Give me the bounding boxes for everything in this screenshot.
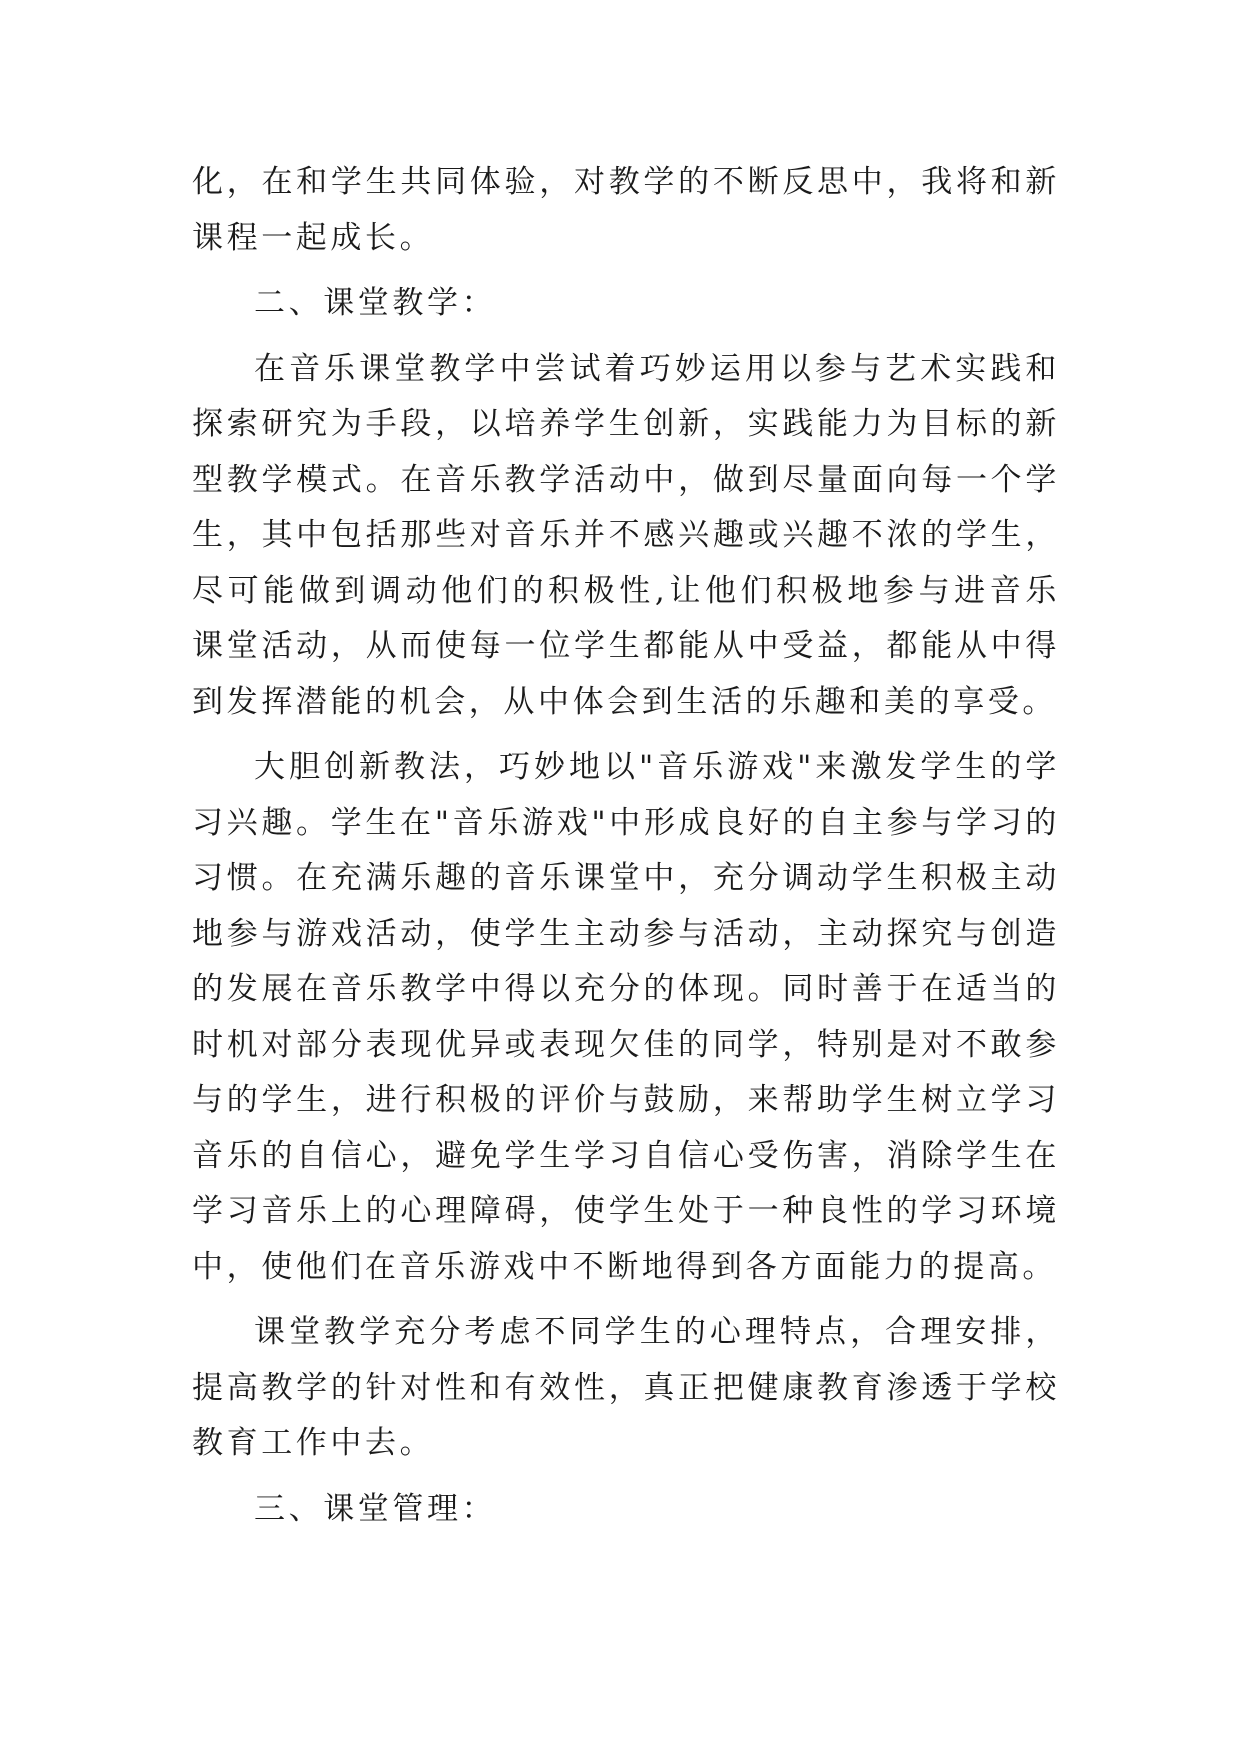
section-heading-classroom-management: 三、课堂管理：	[254, 1490, 497, 1527]
paragraph-music-games: 大胆创新教法，巧妙地以"音乐游戏"来激发学生的学习兴趣。学生在"音乐游戏"中形成良好的自主参与学习的习惯。在充满乐趣的音乐课堂中，充分调动学生积极主动地参与游戏活动，使学生主动参与活动，主动探究与创造的发展在音乐教学中得以充分的体现。同时善于在适当的时机对部分表现优异或表现欠佳的同学，特别是对不敢参与的学生，进行积极的评价与鼓励，来帮助学生树立学习音乐的自信心，避免学生学习自信心受伤害，消除学生在学习音乐上的心理障碍，使学生处于一种良性的学习环境中，使他们在音乐游戏中不断地得到各方面能力的提高。	[192, 749, 1060, 1285]
paragraph-teaching-mode: 在音乐课堂教学中尝试着巧妙运用以参与艺术实践和探索研究为手段，以培养学生创新，实践能力为目标的新型教学模式。在音乐教学活动中，做到尽量面向每一个学生，其中包括那些对音乐并不感兴趣或兴趣不浓的学生，尽可能做到调动他们的积极性,让他们积极地参与进音乐课堂活动，从而使每一位学生都能从中受益，都能从中得到发挥潜能的机会，从中体会到生活的乐趣和美的享受。	[192, 350, 1060, 720]
paragraph-health-education: 课堂教学充分考虑不同学生的心理特点，合理安排，提高教学的针对性和有效性，真正把健康教育渗透于学校教育工作中去。	[192, 1314, 1060, 1461]
document-body	[192, 155, 1060, 1547]
section-heading-classroom-teaching: 二、课堂教学：	[254, 285, 497, 321]
paragraph-continuation: 化，在和学生共同体验，对教学的不断反思中，我将和新课程一起成长。	[192, 164, 1060, 256]
